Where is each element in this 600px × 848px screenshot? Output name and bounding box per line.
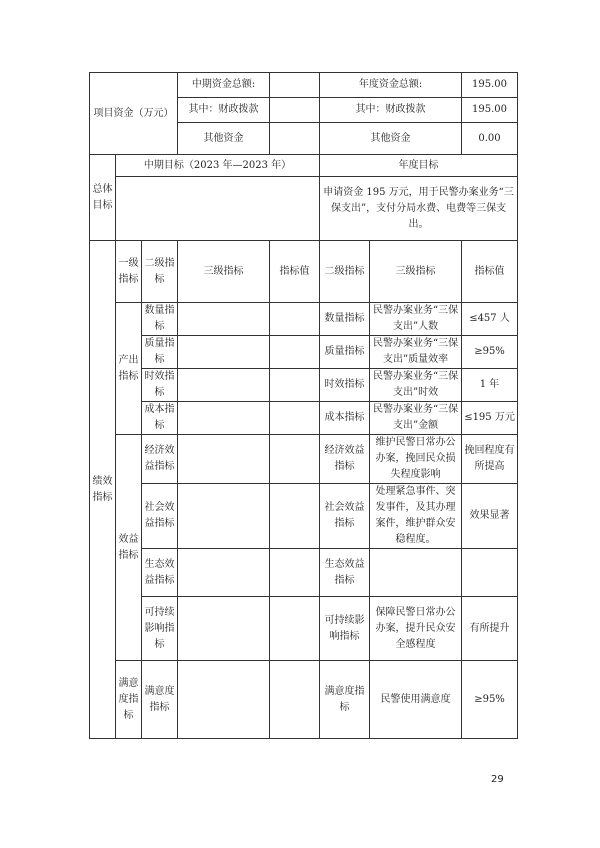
output-annual-value: ≤457 人 xyxy=(462,303,518,336)
satisfaction-value xyxy=(270,661,320,739)
benefit-annual-l2: 可持续影响指标 xyxy=(320,597,370,661)
benefit-l2: 社会效益指标 xyxy=(142,484,178,549)
output-annual-l2: 质量指标 xyxy=(320,336,370,369)
annual-other-value: 0.00 xyxy=(462,123,518,155)
mid-other-value xyxy=(270,123,320,155)
benefit-value xyxy=(270,484,320,549)
annual-total-value: 195.00 xyxy=(462,73,518,98)
benefit-l2: 经济效益指标 xyxy=(142,435,178,484)
output-l2: 质量指标 xyxy=(142,336,178,369)
satisfaction-l3 xyxy=(178,661,270,739)
output-annual-l3: 民警办案业务“三保支出”人数 xyxy=(370,303,462,336)
benefit-value xyxy=(270,549,320,597)
header-level1: 一级指标 xyxy=(116,241,142,303)
performance-target-table xyxy=(89,72,518,739)
annual-objective-header: 年度目标 xyxy=(320,155,518,177)
mid-total-label: 中期资金总额: xyxy=(178,73,270,98)
annual-fiscal-value: 195.00 xyxy=(462,98,518,123)
performance-indicators-label: 绩效指标 xyxy=(90,241,116,739)
mid-fiscal-label: 其中：财政拨款 xyxy=(178,98,270,123)
output-value xyxy=(270,369,320,402)
benefit-l2: 可持续影响指标 xyxy=(142,597,178,661)
benefit-annual-l3: 保障民警日常办公办案，提升民众安全感程度 xyxy=(370,597,462,661)
benefit-annual-l2: 生态效益指标 xyxy=(320,549,370,597)
header-value: 指标值 xyxy=(270,241,320,303)
benefit-l3 xyxy=(178,549,270,597)
header-annual-level3: 三级指标 xyxy=(370,241,462,303)
output-l2: 时效指标 xyxy=(142,369,178,402)
header-annual-value: 指标值 xyxy=(462,241,518,303)
output-value xyxy=(270,303,320,336)
mid-objective-content xyxy=(116,177,320,241)
page-number: 29 xyxy=(491,774,504,785)
mid-objective-header: 中期目标（2023 年—2023 年） xyxy=(116,155,320,177)
output-l3 xyxy=(178,303,270,336)
header-level3: 三级指标 xyxy=(178,241,270,303)
output-indicators-label: 产出指标 xyxy=(116,303,142,435)
benefit-l3 xyxy=(178,597,270,661)
benefit-annual-value xyxy=(462,549,518,597)
output-annual-value: ≥95% xyxy=(462,336,518,369)
benefit-annual-l2: 经济效益指标 xyxy=(320,435,370,484)
output-annual-value: ≤195 万元 xyxy=(462,402,518,435)
benefit-l3 xyxy=(178,484,270,549)
output-l3 xyxy=(178,336,270,369)
benefit-annual-value: 挽回程度有所提高 xyxy=(462,435,518,484)
satisfaction-annual-l2: 满意度指标 xyxy=(320,661,370,739)
output-annual-value: 1 年 xyxy=(462,369,518,402)
output-l2: 数量指标 xyxy=(142,303,178,336)
output-l2: 成本指标 xyxy=(142,402,178,435)
benefit-annual-value: 效果显著 xyxy=(462,484,518,549)
output-annual-l2: 数量指标 xyxy=(320,303,370,336)
overall-objectives-label: 总体目标 xyxy=(90,155,116,241)
benefit-l2: 生态效益指标 xyxy=(142,549,178,597)
project-funds-label: 项目资金（万元） xyxy=(90,73,178,155)
output-annual-l2: 时效指标 xyxy=(320,369,370,402)
header-level2: 二级指标 xyxy=(142,241,178,303)
benefit-annual-value: 有所提升 xyxy=(462,597,518,661)
benefit-value xyxy=(270,597,320,661)
benefit-annual-l3: 处理紧急事件、突发事件，及其办理案件，维护群众安稳程度。 xyxy=(370,484,462,549)
benefit-annual-l3: 维护民警日常办公办案，挽回民众损失程度影响 xyxy=(370,435,462,484)
mid-total-value xyxy=(270,73,320,98)
header-annual-level2: 二级指标 xyxy=(320,241,370,303)
annual-other-label: 其他资金 xyxy=(320,123,462,155)
output-value xyxy=(270,402,320,435)
output-annual-l3: 民警办案业务“三保支出”金额 xyxy=(370,402,462,435)
output-l3 xyxy=(178,369,270,402)
output-l3 xyxy=(178,402,270,435)
annual-fiscal-label: 其中：财政拨款 xyxy=(320,98,462,123)
benefit-annual-l3 xyxy=(370,549,462,597)
output-annual-l3: 民警办案业务“三保支出”时效 xyxy=(370,369,462,402)
output-annual-l3: 民警办案业务“三保支出”质量效率 xyxy=(370,336,462,369)
mid-other-label: 其他资金 xyxy=(178,123,270,155)
output-annual-l2: 成本指标 xyxy=(320,402,370,435)
satisfaction-annual-l3: 民警使用满意度 xyxy=(370,661,462,739)
mid-fiscal-value xyxy=(270,98,320,123)
annual-objective-content: 申请资金 195 万元，用于民警办案业务“三保支出”，支付分局水费、电费等三保支出。 xyxy=(320,177,518,241)
benefit-indicators-label: 效益指标 xyxy=(116,435,142,661)
output-value xyxy=(270,336,320,369)
benefit-value xyxy=(270,435,320,484)
annual-total-label: 年度资金总额: xyxy=(320,73,462,98)
benefit-l3 xyxy=(178,435,270,484)
satisfaction-annual-value: ≥95% xyxy=(462,661,518,739)
benefit-annual-l2: 社会效益指标 xyxy=(320,484,370,549)
satisfaction-indicators-label: 满意度指标 xyxy=(116,661,142,739)
satisfaction-l2: 满意度指标 xyxy=(142,661,178,739)
